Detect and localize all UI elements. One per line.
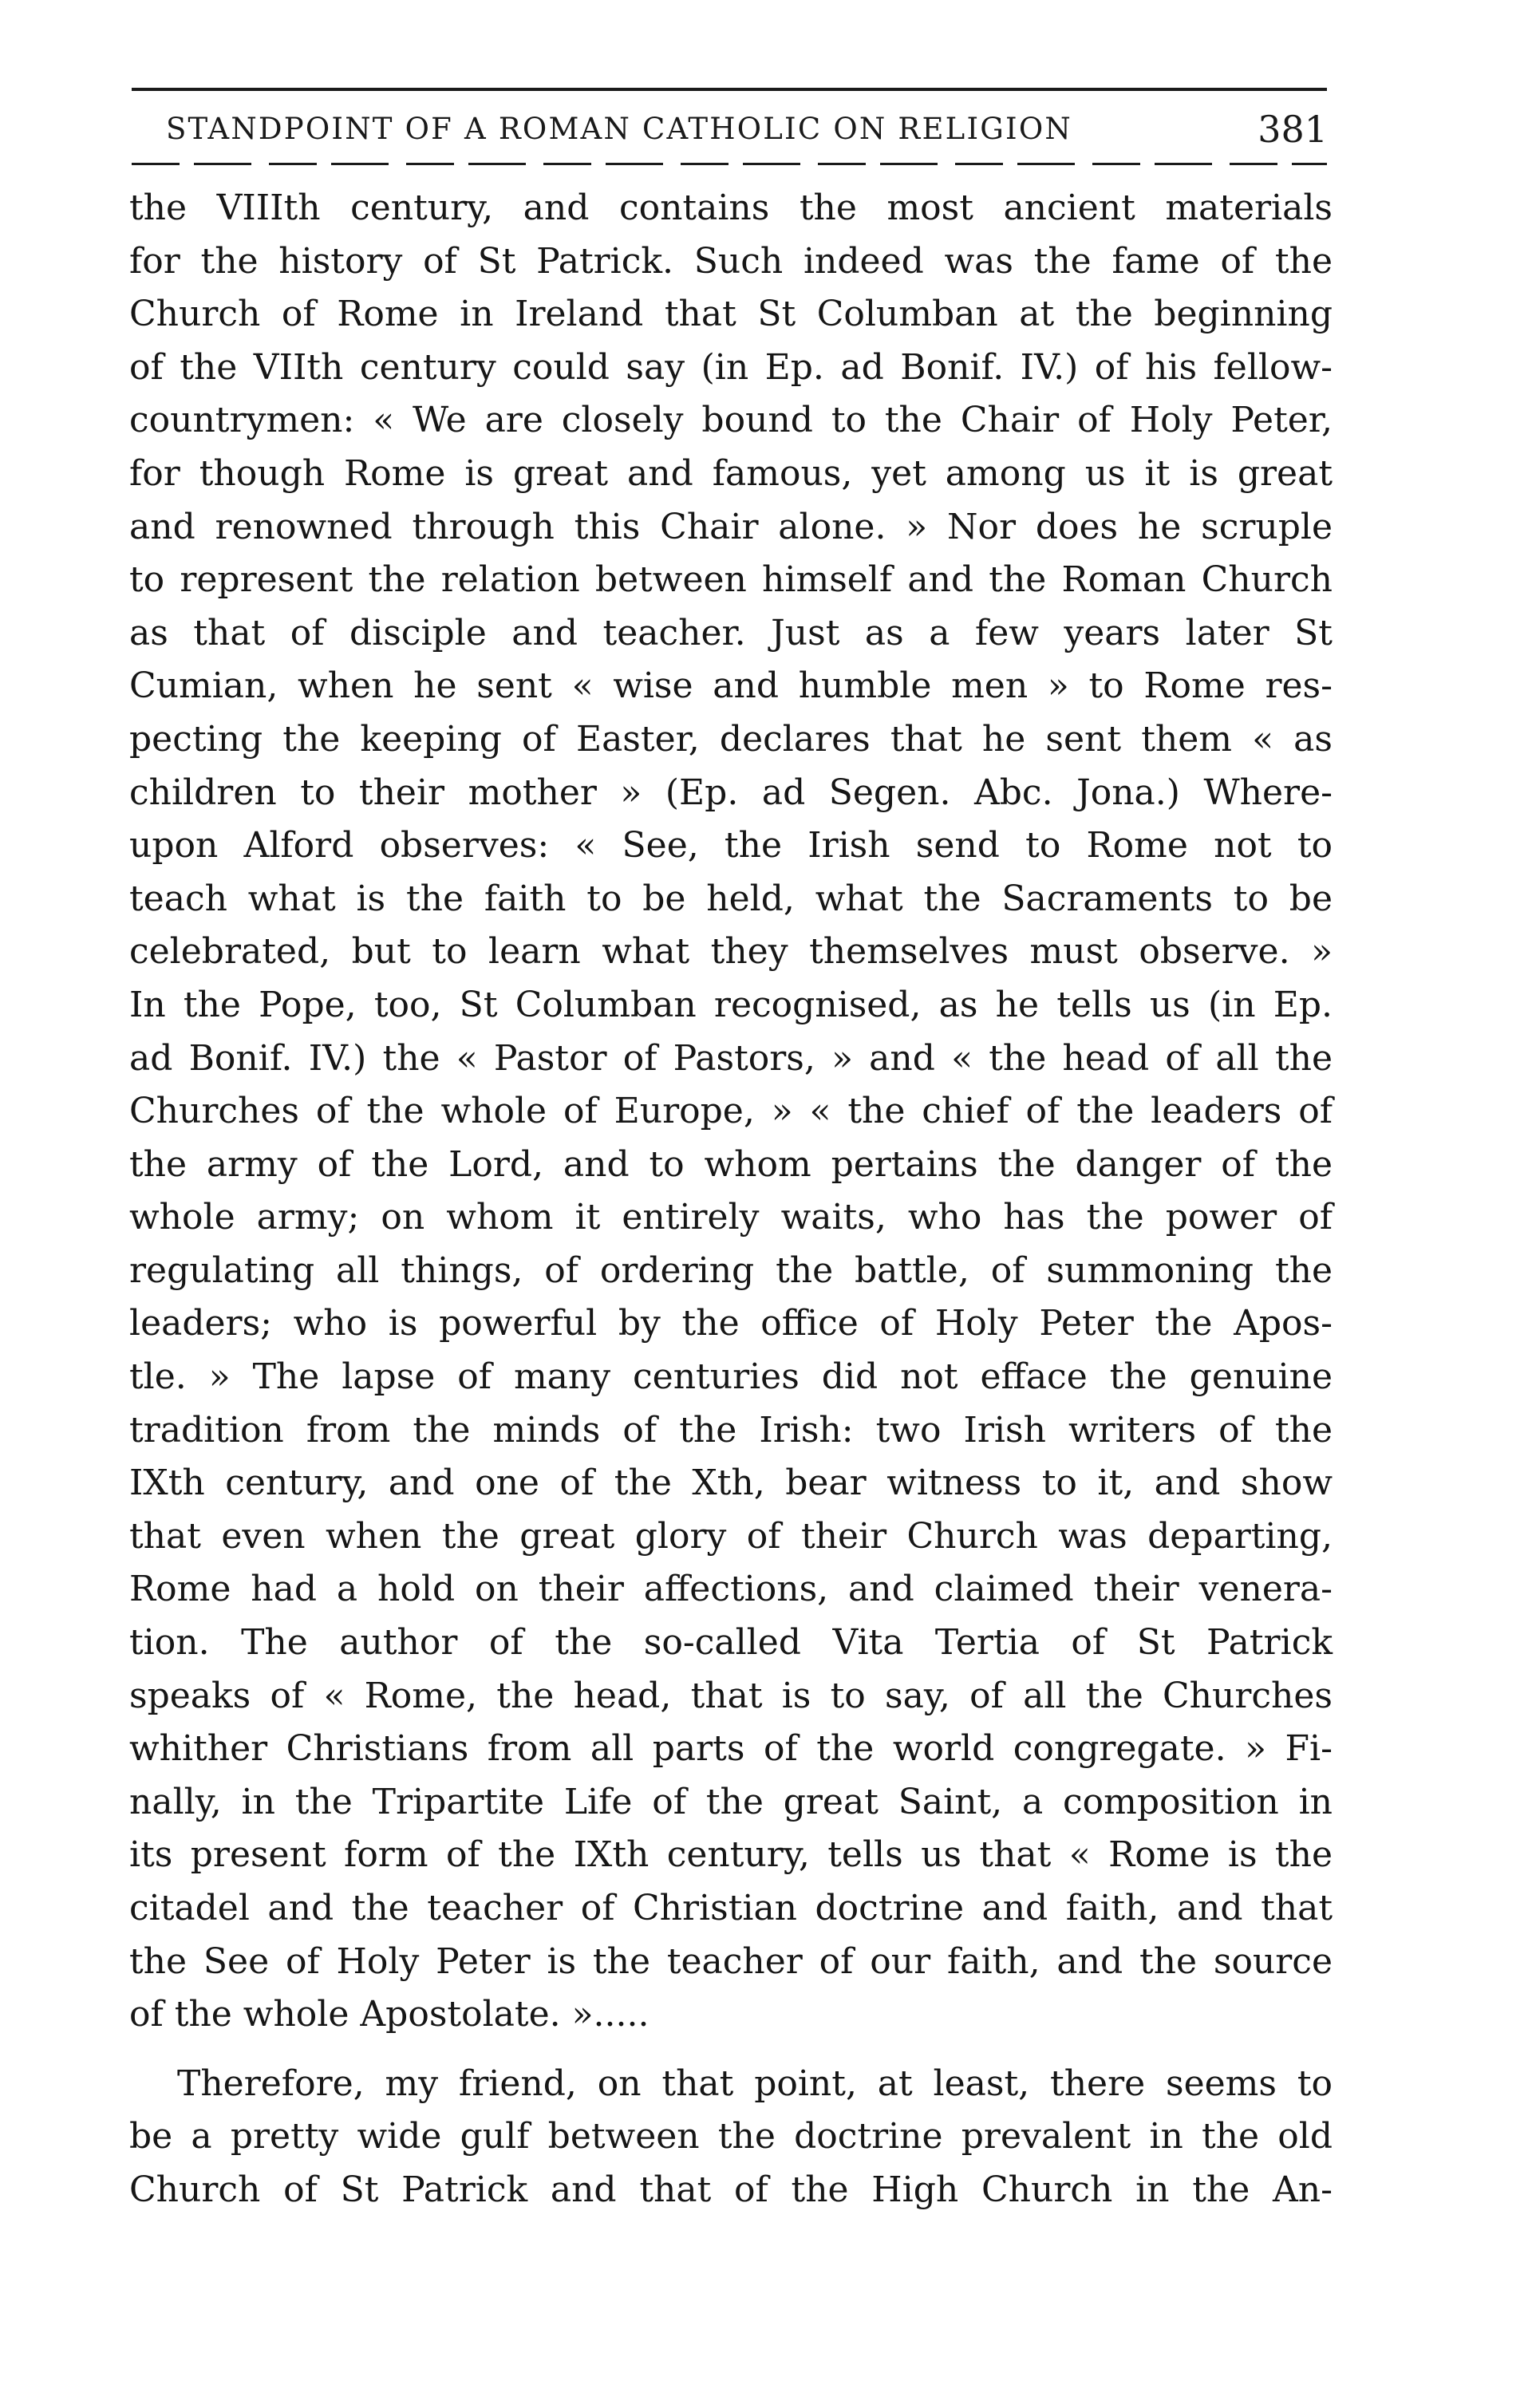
text-line: citadel and the teacher of Christian doctrine and faith, and that bbox=[129, 1888, 1333, 1928]
text-line: pecting the keeping of Easter, declares that he sent them « as bbox=[129, 718, 1333, 760]
text-line: ad Bonif. IV.) the « Pastor of Pastors, » and « the head of all the bbox=[129, 1037, 1333, 1079]
text-line: Church of Rome in Ireland that St Columban at the beginning bbox=[129, 294, 1333, 335]
text-line: of the whole Apostolate. »..... bbox=[129, 1994, 650, 2035]
text-line: IXth century, and one of the Xth, bear witness to it, and show bbox=[129, 1463, 1333, 1504]
page-number: 381 bbox=[1258, 108, 1328, 151]
text-line: tle. » The lapse of many centuries did not efface the genuine bbox=[129, 1356, 1333, 1398]
text-line: the army of the Lord, and to whom pertains the danger of the bbox=[129, 1143, 1333, 1185]
text-line: Therefore, my friend, on that point, at least, there seems to bbox=[177, 2063, 1333, 2104]
header-top-rule bbox=[132, 88, 1327, 91]
text-line: celebrated, but to learn what they themselves must observe. » bbox=[129, 931, 1333, 973]
text-line: to represent the relation between himself and the Roman Church bbox=[129, 559, 1333, 601]
text-line: teach what is the faith to be held, what the Sacraments to be bbox=[129, 878, 1333, 919]
text-line: Churches of the whole of Europe, » « the chief of the leaders of bbox=[129, 1091, 1333, 1132]
text-line: tradition from the minds of the Irish: two Irish writers of the bbox=[129, 1409, 1333, 1451]
text-line: of the VIIth century could say (in Ep. ad Bonif. IV.) of his fellow- bbox=[129, 346, 1333, 388]
text-line: whole army; on whom it entirely waits, who has the power of bbox=[129, 1197, 1333, 1238]
text-line: as that of disciple and teacher. Just as a few years later St bbox=[129, 612, 1333, 653]
text-line: children to their mother » (Ep. ad Segen. Abc. Jona.) Where- bbox=[129, 772, 1333, 813]
text-line: countrymen: « We are closely bound to the Chair of Holy Peter, bbox=[129, 400, 1333, 441]
text-line: Rome had a hold on their affections, and claimed their venera- bbox=[129, 1569, 1333, 1610]
text-line: for though Rome is great and famous, yet among us it is great bbox=[129, 452, 1333, 494]
text-line: Cumian, when he sent « wise and humble men » to Rome res- bbox=[129, 665, 1333, 707]
text-line: upon Alford observes: « See, the Irish send to Rome not to bbox=[129, 825, 1333, 866]
page-header bbox=[166, 105, 1328, 153]
body-text bbox=[129, 182, 1333, 2217]
text-line: whither Christians from all parts of the world congregate. » Fi- bbox=[129, 1728, 1333, 1770]
text-line: and renowned through this Chair alone. » Nor does he scruple bbox=[129, 506, 1333, 547]
running-head: STANDPOINT OF A ROMAN CATHOLIC ON RELIGION bbox=[166, 112, 1072, 146]
text-line: that even when the great glory of their Church was departing, bbox=[129, 1515, 1333, 1557]
text-line: the VIIIth century, and contains the most ancient materials bbox=[129, 188, 1333, 228]
text-line: its present form of the IXth century, tells us that « Rome is the bbox=[129, 1834, 1333, 1876]
text-line: In the Pope, too, St Columban recognised, as he tells us (in Ep. bbox=[129, 984, 1333, 1025]
text-line: tion. The author of the so-called Vita Tertia of St Patrick bbox=[129, 1622, 1333, 1664]
paragraph-2 bbox=[129, 2058, 1333, 2217]
text-line: nally, in the Tripartite Life of the great Saint, a composition in bbox=[129, 1781, 1333, 1822]
text-line: Church of St Patrick and that of the High Church in the An- bbox=[129, 2169, 1333, 2210]
text-line: for the history of St Patrick. Such indeed was the fame of the bbox=[129, 240, 1333, 282]
text-line: leaders; who is powerful by the office of Holy Peter the Apos- bbox=[129, 1303, 1333, 1344]
text-line: the See of Holy Peter is the teacher of our faith, and the source bbox=[129, 1940, 1333, 1982]
text-line: speaks of « Rome, the head, that is to say, of all the Churches bbox=[129, 1675, 1333, 1716]
header-bottom-rule bbox=[132, 163, 1327, 165]
text-line: regulating all things, of ordering the battle, of summoning the bbox=[129, 1249, 1333, 1291]
text-line: be a pretty wide gulf between the doctrine prevalent in the old bbox=[129, 2116, 1333, 2157]
paragraph-1 bbox=[129, 182, 1333, 2042]
paragraph-gap bbox=[129, 2042, 1333, 2058]
